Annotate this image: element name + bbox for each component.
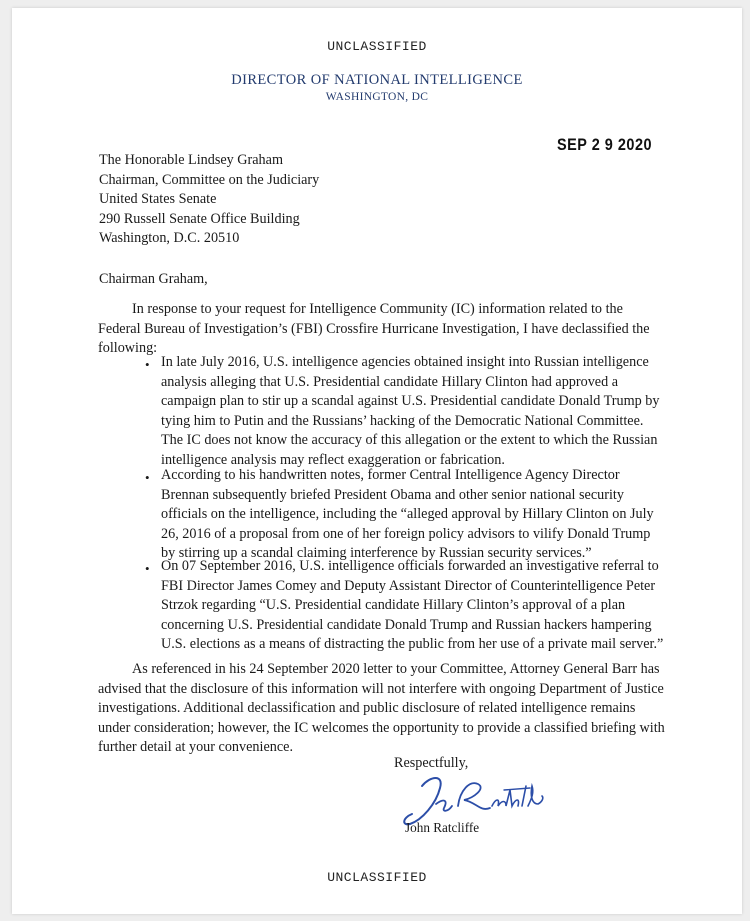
address-line-city: Washington, D.C. 20510: [99, 230, 240, 246]
address-line-name: The Honorable Lindsey Graham: [99, 152, 283, 168]
signoff-closing: Respectfully,: [394, 755, 469, 771]
bullet-item-1: In late July 2016, U.S. intelligence agencies obtained insight into Russian intelligence analysis alleging that U.S. Presidential candidate Hillary Clinton had approved a campaign plan to stir up a scandal against U.S. Presidential candidate Donald Trump by tying him to Putin and the Russians’ hacking of the Democratic National Committee. The IC does not know the accuracy of this allegation or the extent to which the Russian intelligence analysis may reflect exaggeration or fabrication.: [161, 354, 660, 468]
signatory-name: John Ratcliffe: [405, 820, 480, 835]
bullet-item-3: On 07 September 2016, U.S. intelligence officials forwarded an investigative referral to FBI Director James Comey and Deputy Assistant Director of Counterintelligence Peter Strzok regarding “U.S. Presidential candidate Hillary Clinton’s approval of a plan concerning U.S. Presidential candidate Donald Trump and Russian hackers hampering U.S. elections as a means of distracting the public from her use of a private mail server.”: [161, 558, 664, 652]
classification-bottom: UNCLASSIFIED: [327, 870, 427, 885]
bullet-item-2: According to his handwritten notes, former Central Intelligence Agency Director Brennan subsequently briefed President Obama and other senior national security officials on the intelligence, including the “alleged approval by Hillary Clinton on July 26, 2016 of a proposal from one of her foreign policy advisors to vilify Donald Trump by stirring up a scandal claiming interference by Russian security services.”: [161, 467, 654, 561]
address-line-title: Chairman, Committee on the Judiciary: [99, 171, 320, 188]
address-line-building: 290 Russell Senate Office Building: [99, 210, 300, 227]
bullet-marker: •: [145, 561, 150, 576]
date-stamp: SEP 2 9 2020: [557, 135, 653, 154]
address-line-body: United States Senate: [99, 191, 217, 207]
agency-location: WASHINGTON, DC: [325, 91, 429, 103]
agency-title: DIRECTOR OF NATIONAL INTELLIGENCE: [231, 72, 523, 88]
recipient-address: [99, 151, 319, 249]
letter-page: [12, 8, 742, 914]
closing-paragraph: As referenced in his 24 September 2020 letter to your Committee, Attorney General Barr has advised that the disclosure of this information will not interfere with ongoing Department of Justice investigations. Additional declassification and public disclosure of related intelligence remains under consideration; however, the IC welcomes the opportunity to provide a classified briefing with further detail at your convenience.: [98, 661, 665, 755]
intro-paragraph: In response to your request for Intelligence Community (IC) information related to the Federal Bureau of Investigation’s (FBI) Crossfire Hurricane Investigation, I have declassified the following:: [98, 301, 650, 356]
classification-top: UNCLASSIFIED: [327, 39, 427, 54]
bullet-marker: •: [145, 470, 150, 485]
salutation: Chairman Graham,: [99, 271, 208, 287]
bullet-marker: •: [145, 357, 150, 372]
